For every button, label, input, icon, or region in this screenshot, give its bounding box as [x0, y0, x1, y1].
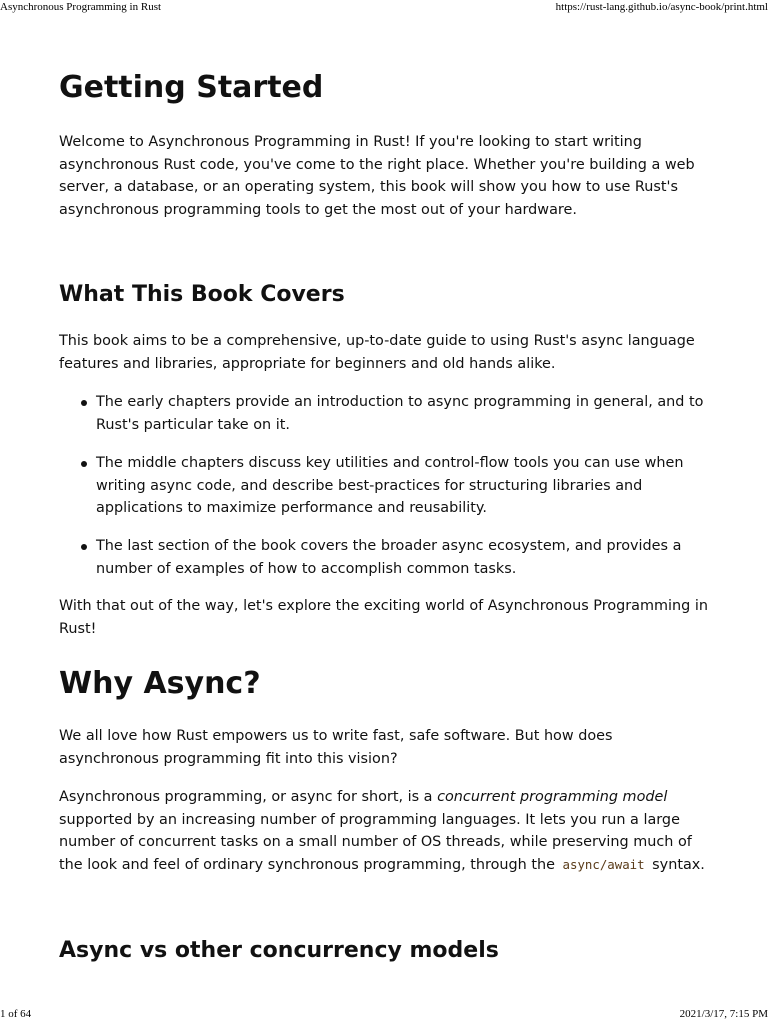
async-await-code: async/await	[562, 856, 645, 872]
list-item-text: The last section of the book covers the broader async ecosystem, and provides a number of examples of how to accomplish common tasks.	[96, 538, 682, 577]
print-footer	[0, 1007, 768, 1021]
why-async-p2-start: Asynchronous programming, or async for short, is a	[59, 789, 438, 805]
heading-async-vs-other-models: Async vs other concurrency models	[59, 938, 499, 963]
print-header-title: Asynchronous Programming in Rust	[0, 1, 162, 13]
list-item-text: The middle chapters discuss key utilities and control-flow tools you can use when writing async code, and describe best-practices for structuring libraries and applications to maximize performance and reusability.	[96, 455, 684, 516]
book-covers-outro: With that out of the way, let's explore the exciting world of Asynchronous Programming in Rust!	[59, 598, 708, 637]
why-async-p2-emphasis: concurrent programming model	[437, 789, 668, 805]
why-async-p2-end: syntax.	[647, 856, 705, 873]
why-async-p1: We all love how Rust empowers us to write fast, safe software. But how does asynchronous programming fit into this vision?	[59, 728, 613, 767]
print-header	[0, 0, 768, 14]
list-item	[96, 452, 709, 520]
list-item	[96, 535, 709, 580]
getting-started-intro: Welcome to Asynchronous Programming in Rust! If you're looking to start writing asynchronous Rust code, you've come to the right place. Whether you're building a web server, a database, or an operating system, this book will show you how to use Rust's asynchronous programming tools to get the most out of your hardware.	[59, 134, 695, 218]
print-header-url[interactable]: https://rust-lang.github.io/async-book/print.html	[555, 1, 768, 13]
list-item-text: The early chapters provide an introduction to async programming in general, and to Rust's particular take on it.	[96, 394, 704, 433]
bullet-icon	[81, 400, 87, 406]
heading-what-this-book-covers: What This Book Covers	[59, 282, 345, 307]
print-datetime: 2021/3/17, 7:15 PM	[679, 1008, 768, 1020]
why-async-p2	[59, 786, 709, 876]
book-covers-intro: This book aims to be a comprehensive, up-to-date guide to using Rust's async language features and libraries, appropriate for beginners and old hands alike.	[59, 333, 695, 372]
bullet-icon	[81, 544, 87, 550]
page-number: 1 of 64	[0, 1008, 32, 1020]
heading-why-async: Why Async?	[59, 666, 261, 701]
why-async-p2-mid: supported by an increasing number of programming languages. It lets you run a large number of concurrent tasks on a small number of OS threads, while preserving much of the look and feel of ordinary synchronous programming, through the	[59, 811, 692, 873]
list-item	[96, 391, 709, 436]
heading-getting-started: Getting Started	[59, 70, 324, 105]
bullet-icon	[81, 461, 87, 467]
